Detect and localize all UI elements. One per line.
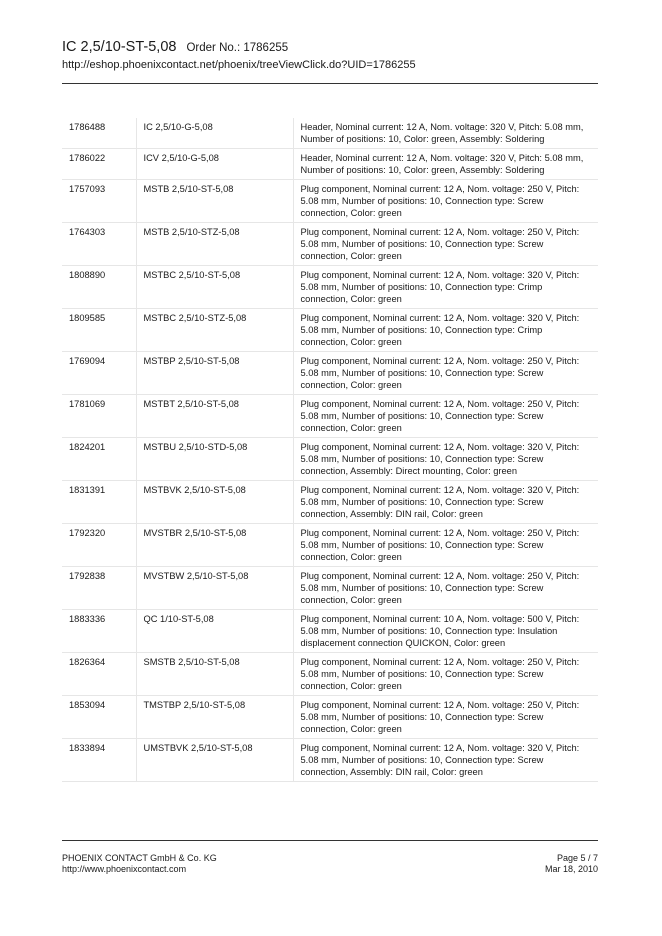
table-row — [62, 653, 598, 696]
order-number-cell: 1853094 — [62, 696, 136, 739]
type-designation-cell: UMSTBVK 2,5/10-ST-5,08 — [136, 739, 293, 782]
order-number-cell: 1833894 — [62, 739, 136, 782]
description-cell: Plug component, Nominal current: 12 A, Nom. voltage: 250 V, Pitch: 5.08 mm, Number of positions: 10, Connection type: Screw connection, Color: green — [293, 352, 598, 395]
order-number-cell: 1757093 — [62, 180, 136, 223]
order-number-cell: 1826364 — [62, 653, 136, 696]
print-date: Mar 18, 2010 — [544, 864, 598, 874]
table-row — [62, 739, 598, 782]
table-row — [62, 610, 598, 653]
description-cell: Plug component, Nominal current: 12 A, Nom. voltage: 250 V, Pitch: 5.08 mm, Number of positions: 10, Connection type: Screw connection, Color: green — [293, 223, 598, 266]
footer-right — [545, 853, 598, 875]
table-row — [62, 481, 598, 524]
company-website: http://www.phoenixcontact.com — [62, 864, 187, 874]
table-row — [62, 567, 598, 610]
order-number-cell: 1781069 — [62, 395, 136, 438]
type-designation-cell: IC 2,5/10-G-5,08 — [136, 118, 293, 149]
table-row — [62, 696, 598, 739]
description-cell: Plug component, Nominal current: 10 A, Nom. voltage: 500 V, Pitch: 5.08 mm, Number of positions: 10, Connection type: Insulation displacement connection QUICKON, Color: green — [293, 610, 598, 653]
description-cell: Plug component, Nominal current: 12 A, Nom. voltage: 250 V, Pitch: 5.08 mm, Number of positions: 10, Connection type: Screw connection, Color: green — [293, 180, 598, 223]
description-cell: Plug component, Nominal current: 12 A, Nom. voltage: 250 V, Pitch: 5.08 mm, Number of positions: 10, Connection type: Screw connection, Color: green — [293, 696, 598, 739]
table-row — [62, 266, 598, 309]
description-cell: Plug component, Nominal current: 12 A, Nom. voltage: 320 V, Pitch: 5.08 mm, Number of positions: 10, Connection type: Crimp connection, Color: green — [293, 309, 598, 352]
product-title: IC 2,5/10-ST-5,08 — [62, 39, 177, 55]
table-row — [62, 524, 598, 567]
type-designation-cell: MSTB 2,5/10-STZ-5,08 — [136, 223, 293, 266]
type-designation-cell: QC 1/10-ST-5,08 — [136, 610, 293, 653]
type-designation-cell: MSTB 2,5/10-ST-5,08 — [136, 180, 293, 223]
type-designation-cell: TMSTBP 2,5/10-ST-5,08 — [136, 696, 293, 739]
type-designation-cell: ICV 2,5/10-G-5,08 — [136, 149, 293, 180]
table-row — [62, 309, 598, 352]
type-designation-cell: MSTBT 2,5/10-ST-5,08 — [136, 395, 293, 438]
description-cell: Plug component, Nominal current: 12 A, Nom. voltage: 320 V, Pitch: 5.08 mm, Number of positions: 10, Connection type: Screw connection, Assembly: DIN rail, Color: green — [293, 739, 598, 782]
footer-divider — [62, 840, 598, 841]
accessories-table — [62, 118, 598, 782]
order-number-cell: 1764303 — [62, 223, 136, 266]
footer-left — [62, 853, 217, 875]
type-designation-cell: MVSTBR 2,5/10-ST-5,08 — [136, 524, 293, 567]
description-cell: Plug component, Nominal current: 12 A, Nom. voltage: 250 V, Pitch: 5.08 mm, Number of positions: 10, Connection type: Screw connection, Color: green — [293, 567, 598, 610]
type-designation-cell: MSTBVK 2,5/10-ST-5,08 — [136, 481, 293, 524]
order-number-cell: 1809585 — [62, 309, 136, 352]
description-cell: Header, Nominal current: 12 A, Nom. voltage: 320 V, Pitch: 5.08 mm, Number of positions: 10, Color: green, Assembly: Soldering — [293, 118, 598, 149]
type-designation-cell: MSTBU 2,5/10-STD-5,08 — [136, 438, 293, 481]
type-designation-cell: MSTBC 2,5/10-ST-5,08 — [136, 266, 293, 309]
order-number: Order No.: 1786255 — [186, 42, 289, 54]
table-row — [62, 352, 598, 395]
order-number-cell: 1786488 — [62, 118, 136, 149]
order-number-cell: 1792838 — [62, 567, 136, 610]
table-row — [62, 223, 598, 266]
description-cell: Plug component, Nominal current: 12 A, Nom. voltage: 320 V, Pitch: 5.08 mm, Number of positions: 10, Connection type: Crimp connection, Color: green — [293, 266, 598, 309]
source-url: http://eshop.phoenixcontact.net/phoenix/treeViewClick.do?UID=1786255 — [62, 59, 416, 71]
description-cell: Plug component, Nominal current: 12 A, Nom. voltage: 250 V, Pitch: 5.08 mm, Number of positions: 10, Connection type: Screw connection, Color: green — [293, 524, 598, 567]
description-cell: Header, Nominal current: 12 A, Nom. voltage: 320 V, Pitch: 5.08 mm, Number of positions: 10, Color: green, Assembly: Soldering — [293, 149, 598, 180]
order-number-cell: 1824201 — [62, 438, 136, 481]
description-cell: Plug component, Nominal current: 12 A, Nom. voltage: 250 V, Pitch: 5.08 mm, Number of positions: 10, Connection type: Screw connection, Color: green — [293, 395, 598, 438]
type-designation-cell: MVSTBW 2,5/10-ST-5,08 — [136, 567, 293, 610]
order-number-cell: 1792320 — [62, 524, 136, 567]
order-number-cell: 1808890 — [62, 266, 136, 309]
table-row — [62, 395, 598, 438]
page-number: Page 5 / 7 — [556, 853, 598, 863]
title-line — [62, 38, 598, 57]
table-row — [62, 118, 598, 149]
order-number-cell: 1831391 — [62, 481, 136, 524]
accessories-table-body — [62, 118, 598, 782]
description-cell: Plug component, Nominal current: 12 A, Nom. voltage: 250 V, Pitch: 5.08 mm, Number of positions: 10, Connection type: Screw connection, Color: green — [293, 653, 598, 696]
type-designation-cell: MSTBC 2,5/10-STZ-5,08 — [136, 309, 293, 352]
description-cell: Plug component, Nominal current: 12 A, Nom. voltage: 320 V, Pitch: 5.08 mm, Number of positions: 10, Connection type: Screw connection, Assembly: Direct mounting, Color: green — [293, 438, 598, 481]
type-designation-cell: SMSTB 2,5/10-ST-5,08 — [136, 653, 293, 696]
order-number-cell: 1769094 — [62, 352, 136, 395]
order-number-cell: 1786022 — [62, 149, 136, 180]
table-row — [62, 180, 598, 223]
header-divider — [62, 83, 598, 84]
company-name: PHOENIX CONTACT GmbH & Co. KG — [62, 853, 217, 863]
table-row — [62, 149, 598, 180]
document-header — [62, 38, 598, 72]
type-designation-cell: MSTBP 2,5/10-ST-5,08 — [136, 352, 293, 395]
order-number-cell: 1883336 — [62, 610, 136, 653]
description-cell: Plug component, Nominal current: 12 A, Nom. voltage: 320 V, Pitch: 5.08 mm, Number of positions: 10, Connection type: Screw connection, Assembly: DIN rail, Color: green — [293, 481, 598, 524]
table-row — [62, 438, 598, 481]
